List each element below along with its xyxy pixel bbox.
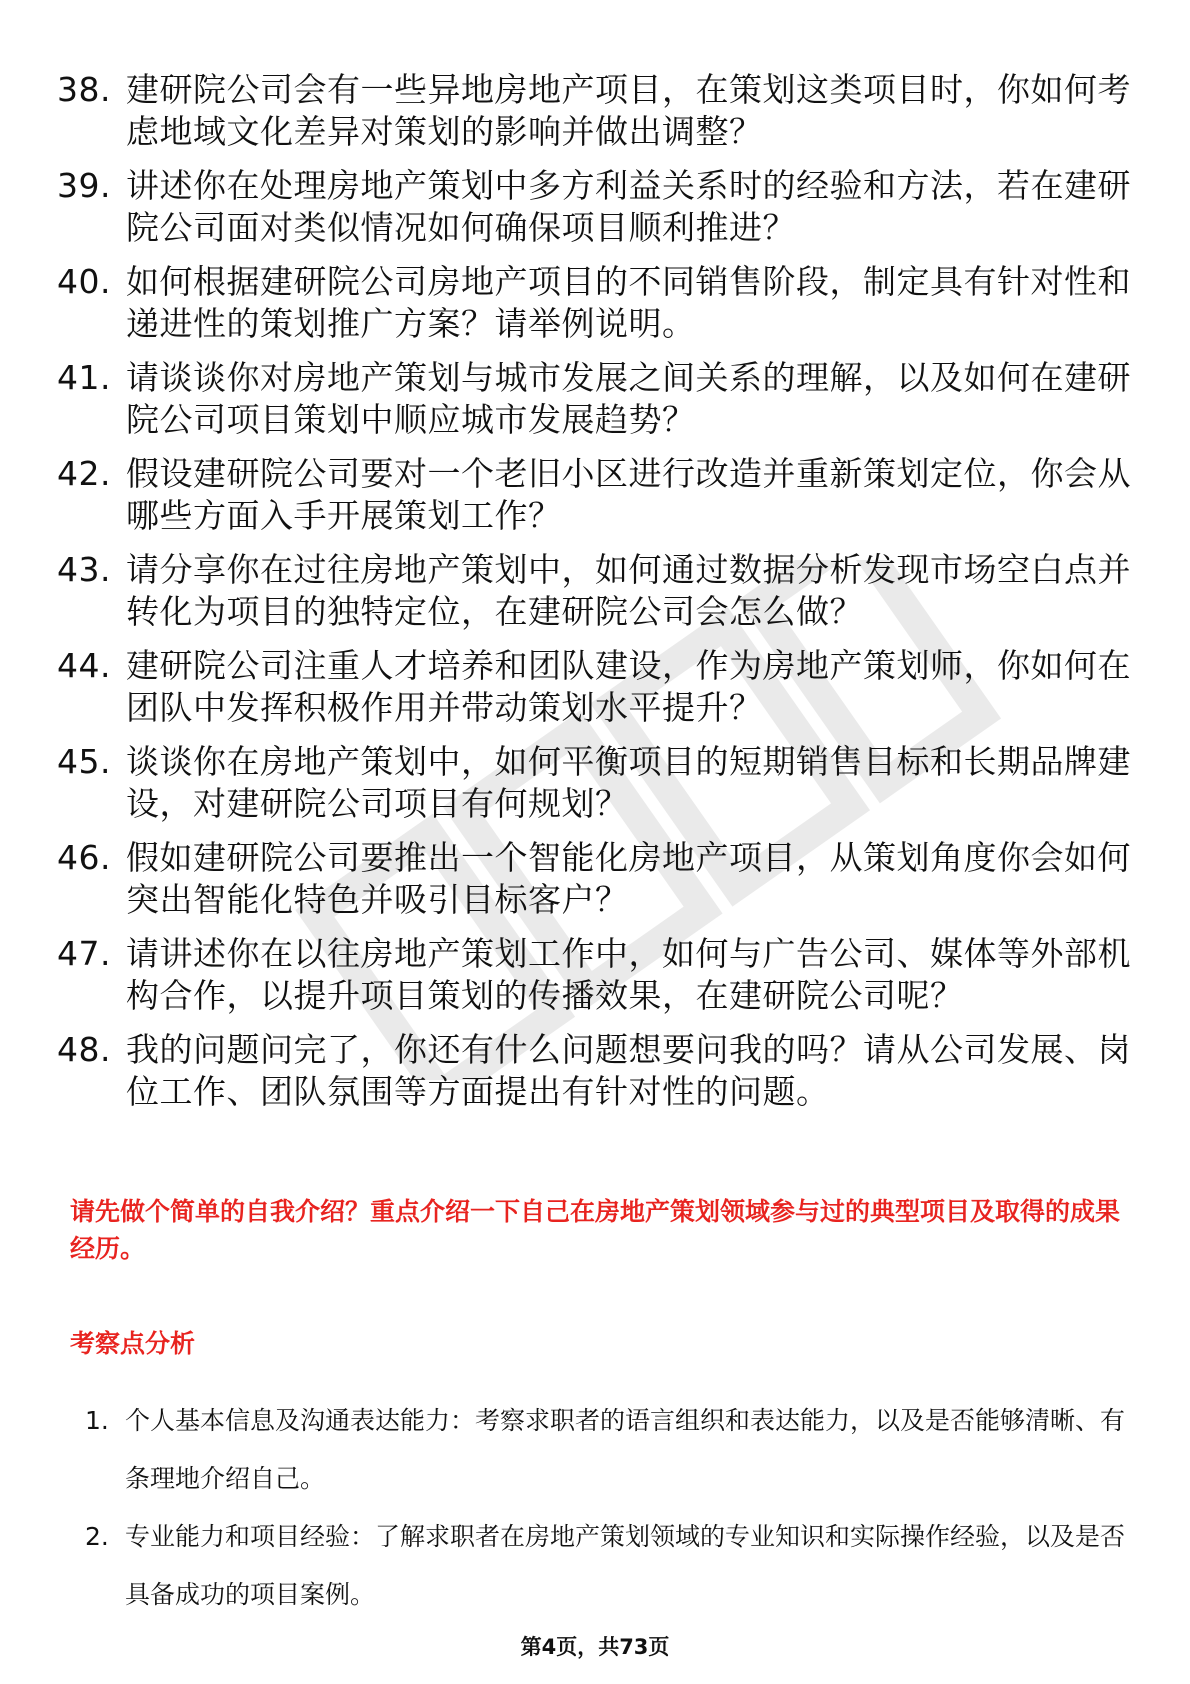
question-number: 41. (57, 358, 111, 397)
question-number: 44. (57, 646, 111, 685)
question-text: 讲述你在处理房地产策划中多方利益关系时的经验和方法，若在建研院公司面对类似情况如何确保项目顺利推进？ (126, 166, 1131, 247)
analysis-text: 个人基本信息及沟通表达能力：考察求职者的语言组织和表达能力，以及是否能够清晰、有条理地介绍自己。 (125, 1406, 1126, 1493)
question-text: 请讲述你在以往房地产策划工作中，如何与广告公司、媒体等外部机构合作，以提升项目策划的传播效果，在建研院公司呢？ (126, 934, 1131, 1015)
question-number: 47. (57, 934, 111, 973)
question-item (57, 261, 1137, 345)
analysis-text: 专业能力和项目经验：了解求职者在房地产策划领域的专业知识和实际操作经验，以及是否具备成功的项目案例。 (125, 1522, 1126, 1609)
analysis-item (85, 1392, 1125, 1508)
question-item (57, 69, 1137, 153)
question-text: 请谈谈你对房地产策划与城市发展之间关系的理解，以及如何在建研院公司项目策划中顺应城市发展趋势？ (126, 358, 1131, 439)
question-number: 43. (57, 550, 111, 589)
section-heading: 请先做个简单的自我介绍？重点介绍一下自己在房地产策划领域参与过的典型项目及取得的成果经历。 (70, 1197, 1121, 1263)
question-item (57, 645, 1137, 729)
question-item (57, 933, 1137, 1017)
question-text: 建研院公司注重人才培养和团队建设，作为房地产策划师，你如何在团队中发挥积极作用并带动策划水平提升？ (126, 646, 1131, 727)
analysis-number: 1. (85, 1406, 109, 1435)
question-number: 42. (57, 454, 111, 493)
question-item (57, 165, 1137, 249)
page-footer: 第4页，共73页 (520, 1635, 670, 1659)
analysis-number: 2. (85, 1522, 109, 1551)
question-text: 假设建研院公司要对一个老旧小区进行改造并重新策划定位，你会从哪些方面入手开展策划工作？ (126, 454, 1131, 535)
question-number: 39. (57, 166, 111, 205)
question-item (57, 837, 1137, 921)
question-number: 45. (57, 742, 111, 781)
question-item (57, 357, 1137, 441)
question-item (57, 741, 1137, 825)
question-number: 38. (57, 70, 111, 109)
question-text: 如何根据建研院公司房地产项目的不同销售阶段，制定具有针对性和递进性的策划推广方案？请举例说明。 (126, 262, 1131, 343)
question-item (57, 453, 1137, 537)
question-number: 40. (57, 262, 111, 301)
section-subheading: 考察点分析 (70, 1329, 196, 1358)
question-text: 假如建研院公司要推出一个智能化房地产项目，从策划角度你会如何突出智能化特色并吸引目标客户？ (126, 838, 1131, 919)
question-text: 我的问题问完了，你还有什么问题想要问我的吗？请从公司发展、岗位工作、团队氛围等方面提出有针对性的问题。 (126, 1030, 1131, 1111)
question-text: 建研院公司会有一些异地房地产项目，在策划这类项目时，你如何考虑地域文化差异对策划的影响并做出调整？ (126, 70, 1131, 151)
question-number: 46. (57, 838, 111, 877)
question-number: 48. (57, 1030, 111, 1069)
question-item (57, 549, 1137, 633)
analysis-item (85, 1508, 1125, 1624)
question-text: 请分享你在过往房地产策划中，如何通过数据分析发现市场空白点并转化为项目的独特定位，在建研院公司会怎么做？ (126, 550, 1131, 631)
question-text: 谈谈你在房地产策划中，如何平衡项目的短期销售目标和长期品牌建设，对建研院公司项目有何规划？ (126, 742, 1131, 823)
question-item (57, 1029, 1137, 1113)
